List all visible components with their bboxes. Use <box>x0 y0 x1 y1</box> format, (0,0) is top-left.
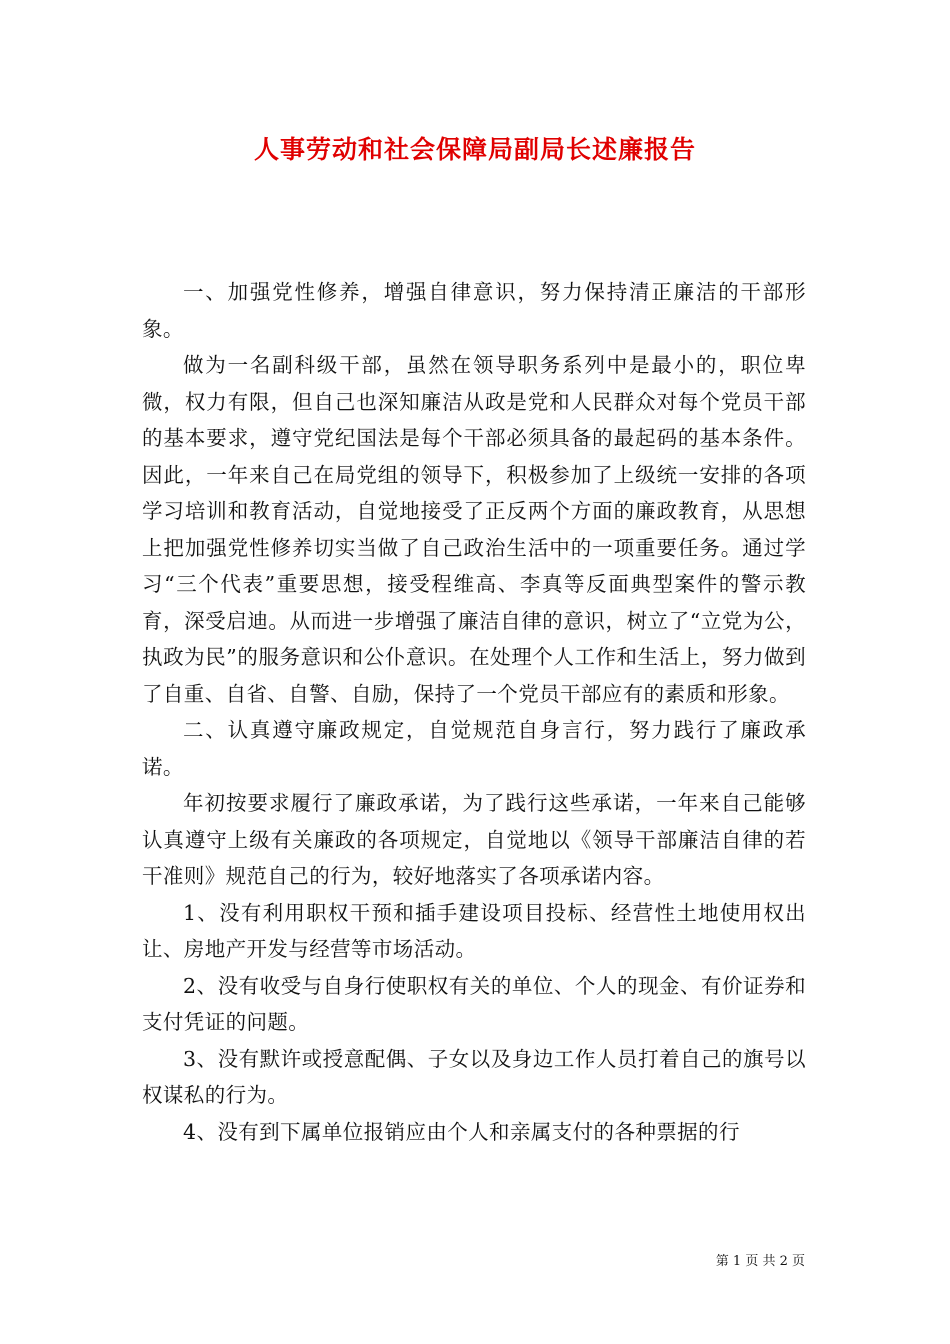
paragraph: 1、没有利用职权干预和插手建设项目投标、经营性土地使用权出让、房地产开发与经营等市场活动。 <box>142 900 806 961</box>
paragraph: 做为一名副科级干部，虽然在领导职务系列中是最小的，职位卑微，权力有限，但自己也深知廉洁从政是党和人民群众对每个党员干部的基本要求，遵守党纪国法是每个干部必须具备的最起码的基本条件。因此，一年来自己在局党组的领导下，积极参加了上级统一安排的各项学习培训和教育活动，自觉地接受了正反两个方面的廉政教育，从思想上把加强党性修养切实当做了自己政治生活中的一项重要任务。通过学习“三个代表”重要思想，接受程维高、李真等反面典型案件的警示教育，深受启迪。从而进一步增强了廉洁自律的意识，树立了“立党为公，执政为民”的服务意识和公仆意识。在处理个人工作和生活上，努力做到了自重、自省、自警、自励，保持了一个党员干部应有的素质和形象。 <box>142 353 806 706</box>
document-body <box>142 274 806 1150</box>
paragraph: 2、没有收受与自身行使职权有关的单位、个人的现金、有价证券和支付凭证的问题。 <box>142 973 806 1034</box>
paragraph: 4、没有到下属单位报销应由个人和亲属支付的各种票据的行 <box>183 1119 740 1144</box>
paragraph: 一、加强党性修养，增强自律意识，努力保持清正廉洁的干部形象。 <box>142 280 806 341</box>
paragraph: 3、没有默许或授意配偶、子女以及身边工作人员打着自己的旗号以权谋私的行为。 <box>142 1046 806 1107</box>
paragraph: 年初按要求履行了廉政承诺，为了践行这些承诺，一年来自己能够认真遵守上级有关廉政的各项规定，自觉地以《领导干部廉洁自律的若干准则》规范自己的行为，较好地落实了各项承诺内容。 <box>142 791 806 888</box>
document-title: 人事劳动和社会保障局副局长述廉报告 <box>253 135 696 164</box>
paragraph: 二、认真遵守廉政规定，自觉规范自身言行，努力践行了廉政承诺。 <box>142 718 806 779</box>
page-number-footer: 第 1 页 共 2 页 <box>715 1254 805 1269</box>
